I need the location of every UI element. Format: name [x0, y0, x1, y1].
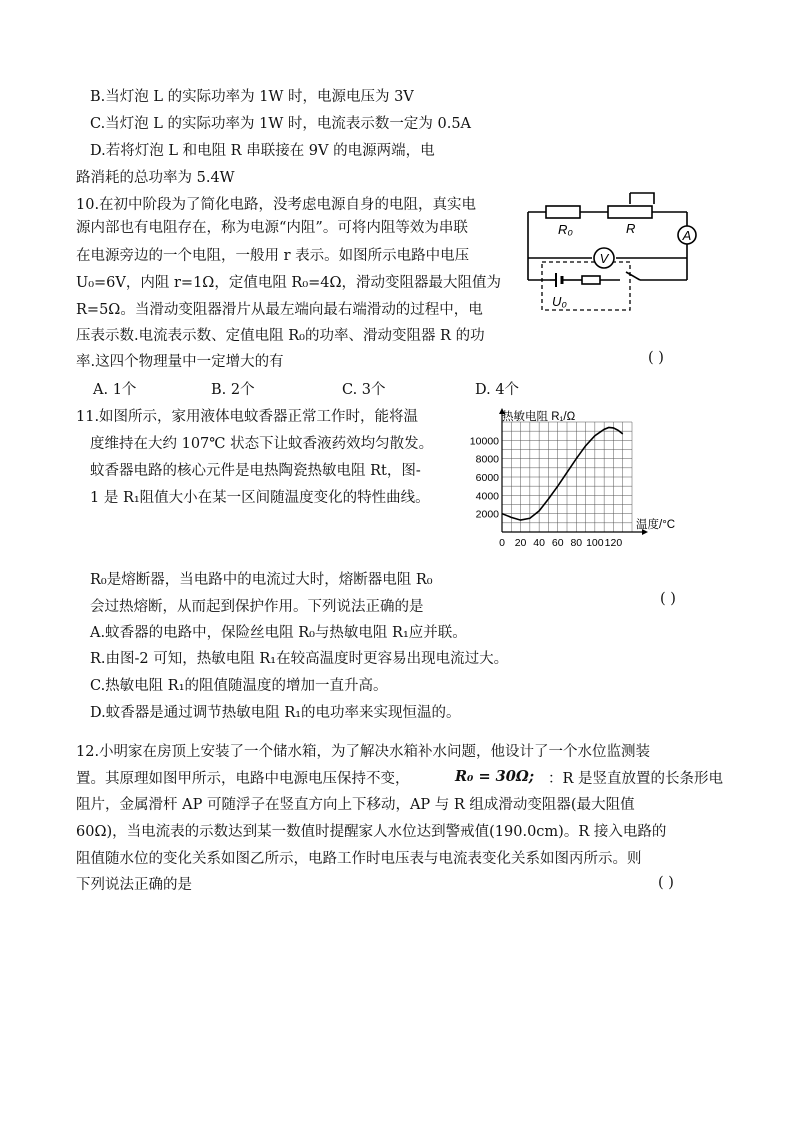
- series-line: [502, 428, 623, 521]
- q11-line: 度维持在大约 107℃ 状态下让蚊香液药效均匀散发。: [90, 436, 434, 452]
- q10-answer-paren: ( ): [648, 350, 664, 366]
- voltmeter-label: V: [599, 251, 609, 266]
- q11-option-c: C.热敏电阻 R₁的阻值随温度的增加一直升高。: [90, 678, 388, 694]
- x-tick-label: 20: [514, 537, 527, 549]
- q12-line2a: 置。其原理如图甲所示，电路中电源电压保持不变，: [76, 771, 410, 787]
- q11-line2: R₀是熔断器，当电路中的电流过大时，熔断器电阻 R₀: [90, 572, 433, 588]
- y-tick-label: 8000: [475, 453, 499, 466]
- q10-option-a: A. 1个: [93, 382, 137, 398]
- x-tick-label: 40: [533, 537, 545, 549]
- q12-line6: 下列说法正确的是: [76, 877, 192, 893]
- y-tick-label: 4000: [475, 490, 499, 503]
- q12-answer-paren: ( ): [658, 875, 674, 891]
- y-tick-label: 10000: [469, 435, 499, 448]
- q11-line: 蚊香器电路的核心元件是电热陶瓷热敏电阻 Rt，图-: [90, 463, 421, 479]
- q11-line: 1 是 R₁阻值大小在某一区间随温度变化的特性曲线。: [90, 490, 430, 506]
- q10-line: 源内部也有电阻存在，称为电源“内阻”。可将内阻等效为串联: [76, 220, 468, 236]
- q9-option-b: B.当灯泡 L 的实际功率为 1W 时，电源电压为 3V: [90, 89, 414, 105]
- x-tick-label: 120: [604, 537, 623, 549]
- q11-option-d: D.蚊香器是通过调节热敏电阻 R₁的电功率来实现恒温的。: [90, 705, 461, 721]
- q10-line: 压表示数.电流表示数、定值电阻 R₀的功率、滑动变阻器 R 的功: [76, 328, 485, 344]
- q12-line4: 60Ω)，当电流表的示数达到某一数值时提醒家人水位达到警戒值(190.0cm)。R 接入电路的: [76, 824, 667, 840]
- q11-line2: 会过热熔断，从而起到保护作用。下列说法正确的是: [90, 599, 424, 615]
- q11-option-b: R.由图-2 可知，热敏电阻 R₁在较高温度时更容易出现电流过大。: [90, 651, 509, 667]
- r0-label: R₀: [558, 222, 573, 237]
- x-tick-label: 60: [551, 537, 564, 549]
- q10-option-b: B. 2个: [211, 382, 255, 398]
- x-axis-label: 温度/°C: [636, 519, 676, 531]
- x-tick-label: 80: [570, 537, 583, 549]
- q10-circuit-diagram: [520, 190, 720, 330]
- q11-option-a: A.蚊香器的电路中，保险丝电阻 R₀与热敏电阻 R₁应并联。: [90, 625, 467, 641]
- r-label: R: [626, 221, 636, 236]
- y-tick-label: 2000: [475, 508, 499, 521]
- y-axis-label: 热敏电阻 R₁/Ω: [502, 411, 576, 423]
- q9-option-c: C.当灯泡 L 的实际功率为 1W 时，电流表示数一定为 0.5A: [90, 116, 472, 132]
- q10-line: U₀=6V，内阻 r=1Ω，定值电阻 R₀=4Ω，滑动变阻器最大阻值为: [76, 275, 502, 291]
- source-label: U₀: [552, 294, 567, 309]
- y-tick-label: 6000: [475, 472, 499, 484]
- q10-option-d: D. 4个: [475, 382, 520, 398]
- q10-line: 10.在初中阶段为了简化电路，没考虑电源自身的电阻，真实电: [76, 197, 477, 213]
- q11-answer-paren: ( ): [660, 591, 676, 607]
- q12-line3: 阻片，金属滑杆 AP 可随浮子在竖直方向上下移动，AP 与 R 组成滑动变阻器(最大阻值: [76, 797, 635, 813]
- q12-r0-formula: R₀ = 30Ω;: [455, 768, 535, 785]
- q12-line2c: ：R 是竖直放置的长条形电: [548, 771, 724, 787]
- q11-line: 11.如图所示，家用液体电蚊香器正常工作时，能将温: [76, 409, 419, 425]
- q10-line: R=5Ω。当滑动变阻器滑片从最左端向最右端滑动的过程中，电: [76, 302, 483, 318]
- q12-line5: 阻值随水位的变化关系如图乙所示，电路工作时电压表与电流表变化关系如图丙所示。则: [76, 851, 642, 867]
- q10-line: 率.这四个物理量中一定增大的有: [76, 354, 284, 370]
- q9-option-d-line2: 路消耗的总功率为 5.4W: [76, 170, 235, 186]
- q10-line: 在电源旁边的一个电阻，一般用 r 表示。如图所示电路中电压: [76, 248, 470, 264]
- x-tick-label: 0: [499, 537, 505, 549]
- q11-resistance-temperature-chart: [469, 404, 688, 564]
- q10-option-c: C. 3个: [342, 382, 386, 398]
- ammeter-label: A: [682, 228, 692, 243]
- q9-option-d-line1: D.若将灯泡 L 和电阻 R 串联接在 9V 的电源两端，电: [90, 143, 435, 159]
- x-tick-label: 100: [586, 537, 604, 549]
- q12-line1: 12.小明家在房顶上安装了一个储水箱，为了解决水箱补水问题，他设计了一个水位监测装: [76, 744, 651, 760]
